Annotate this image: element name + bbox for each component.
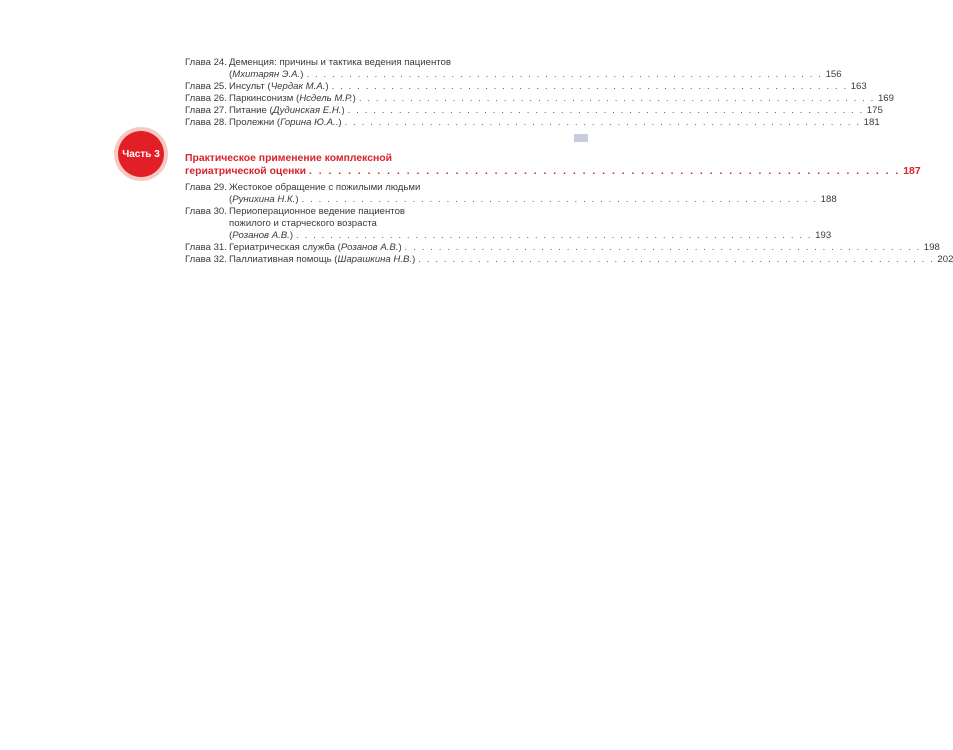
- chapter-label: Глава 25.: [185, 81, 227, 92]
- chapter-title-line: Паллиативная помощь (Шарашкина Н.В.): [229, 254, 416, 265]
- chapter-label: Глава 29.: [185, 182, 227, 193]
- page-number: 188: [820, 194, 837, 205]
- chapter-title: Паркинсонизм: [229, 93, 294, 104]
- chapter-label: Глава 31.: [185, 242, 227, 253]
- leader-dots: . . . . . . . . . . . . . . . . . . . . . . . . . . . . . . . . . . . . . . . . . . . . . . . . . . . . . . . . . . . . .: [331, 81, 848, 92]
- chapter-title-line: Гериатрическая служба (Розанов А.В.): [229, 242, 402, 253]
- chapter-label: Глава 24.: [185, 57, 227, 68]
- chapter-title: Инсульт: [229, 81, 265, 92]
- chapter-title: Питание: [229, 105, 267, 116]
- chapter-author: Мхитарян Э.А.: [232, 69, 301, 80]
- chapter-title-line: Инсульт (Чердак М.А.): [229, 81, 329, 92]
- part-title-line2-row: [185, 165, 921, 178]
- chapter-author: Розанов А.В.: [232, 230, 290, 241]
- chapter-label: Глава 30.: [185, 206, 227, 217]
- chapter-author: Шарашкина Н.В.: [337, 254, 413, 265]
- page-number: 198: [923, 242, 940, 253]
- chapter-author-line: (Рунихина Н.К.): [229, 194, 299, 205]
- chapter-author: Рунихина Н.К.: [232, 194, 296, 205]
- chapter-title: Пролежни: [229, 117, 275, 128]
- page-number: 175: [866, 105, 883, 116]
- chapter-title-line: Паркинсонизм (Нсдель М.Р.): [229, 93, 356, 104]
- side-tab-marker: [574, 134, 588, 142]
- chapter-title: Жестокое обращение с пожилыми людьми: [229, 182, 421, 193]
- page-number: 169: [877, 93, 894, 104]
- chapter-author-line: (Мхитарян Э.А.): [229, 69, 304, 80]
- leader-dots: . . . . . . . . . . . . . . . . . . . . . . . . . . . . . . . . . . . . . . . . . . . . . . . . . . . . . . . . . . . . .: [347, 105, 864, 116]
- leader-dots: . . . . . . . . . . . . . . . . . . . . . . . . . . . . . . . . . . . . . . . . . . . . . . . . . . . . . . . . . . . . .: [308, 166, 901, 177]
- chapter-title-continued: пожилого и старческого возраста: [229, 218, 377, 229]
- part-badge-label: Часть 3: [118, 131, 164, 177]
- page-number: 202: [937, 254, 953, 265]
- chapter-author: Нсдель М.Р.: [299, 93, 353, 104]
- leader-dots: . . . . . . . . . . . . . . . . . . . . . . . . . . . . . . . . . . . . . . . . . . . . . . . . . . . . . . . . . . . . .: [404, 242, 921, 253]
- part-title-line1: Практическое применение комплексной: [185, 153, 392, 164]
- page-number: 193: [815, 230, 832, 241]
- leader-dots: . . . . . . . . . . . . . . . . . . . . . . . . . . . . . . . . . . . . . . . . . . . . . . . . . . . . . . . . . . . . .: [296, 230, 813, 241]
- chapter-title-line: Пролежни (Горина Ю.А..): [229, 117, 342, 128]
- part-page-number: 187: [903, 166, 921, 177]
- chapter-author: Чердак М.А.: [270, 81, 326, 92]
- chapter-author: Горина Ю.А.: [280, 117, 336, 128]
- page-number: 156: [825, 69, 842, 80]
- leader-dots: . . . . . . . . . . . . . . . . . . . . . . . . . . . . . . . . . . . . . . . . . . . . . . . . . . . . . . . . . . . . .: [418, 254, 935, 265]
- part-badge: [114, 127, 168, 181]
- leader-dots: . . . . . . . . . . . . . . . . . . . . . . . . . . . . . . . . . . . . . . . . . . . . . . . . . . . . . . . . . . . . .: [301, 194, 818, 205]
- chapter-title: Периоперационное ведение пациентов: [229, 206, 406, 217]
- page-number: 181: [863, 117, 880, 128]
- chapter-label: Глава 28.: [185, 117, 227, 128]
- chapter-title: Паллиативная помощь: [229, 254, 332, 265]
- chapter-title: Гериатрическая служба: [229, 242, 335, 253]
- chapter-label: Глава 26.: [185, 93, 227, 104]
- chapter-author-line: (Розанов А.В.): [229, 230, 294, 241]
- part-title-line2: гериатрической оценки: [185, 166, 306, 177]
- page-number: 163: [850, 81, 867, 92]
- chapter-author: Розанов А.В.: [340, 242, 399, 253]
- leader-dots: . . . . . . . . . . . . . . . . . . . . . . . . . . . . . . . . . . . . . . . . . . . . . . . . . . . . . . . . . . . . .: [306, 69, 823, 80]
- chapter-author: Дудинская Е.Н.: [272, 105, 342, 116]
- chapter-title: Деменция: причины и тактика ведения пациентов: [229, 57, 451, 68]
- leader-dots: . . . . . . . . . . . . . . . . . . . . . . . . . . . . . . . . . . . . . . . . . . . . . . . . . . . . . . . . . . . . .: [358, 93, 875, 104]
- part-title[interactable]: [185, 152, 921, 178]
- chapter-label: Глава 32.: [185, 254, 227, 265]
- leader-dots: . . . . . . . . . . . . . . . . . . . . . . . . . . . . . . . . . . . . . . . . . . . . . . . . . . . . . . . . . . . . .: [344, 117, 861, 128]
- chapter-title-line: Питание (Дудинская Е.Н.): [229, 105, 345, 116]
- chapter-label: Глава 27.: [185, 105, 227, 116]
